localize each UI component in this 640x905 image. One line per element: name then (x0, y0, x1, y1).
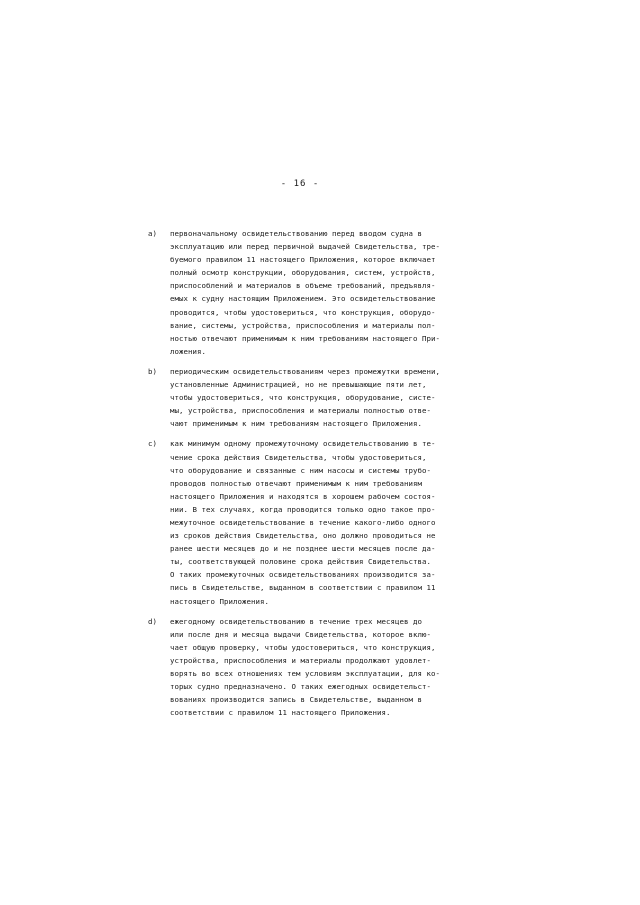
text-line: чают применимым к ним требованиям настоящего Приложения. (170, 419, 422, 429)
text-line: нии. В тех случаях, когда проводится только одно такое про- (170, 504, 436, 514)
text-line: периодическим освидетельствованиям через промежутки времени, (170, 366, 440, 376)
text-line: ранее шести месяцев до и не позднее шести месяцев после да- (170, 544, 436, 554)
text-line: буемого правилом 11 настоящего Приложения, которое включает (170, 255, 436, 265)
item-marker: b) (148, 366, 157, 376)
text-line: межуточное освидетельствование в течение какого-либо одного (170, 517, 436, 527)
text-line: ностью отвечают применимым к ним требованиям настоящего При- (170, 333, 440, 343)
text-line: из сроков действия Свидетельства, оно должно проводиться не (170, 531, 436, 541)
text-line: или после дня и месяца выдачи Свидетельства, которое вклю- (170, 629, 431, 639)
text-line: эксплуатацию или перед первичной выдачей Свидетельства, тре- (170, 242, 440, 252)
text-line: торых судно предназначено. О таких ежегодных освидетельст- (170, 682, 431, 692)
item-text (170, 437, 478, 607)
item-list (148, 227, 478, 726)
text-line: ты, соответствующей половине срока действия Свидетельства. (170, 557, 431, 567)
text-line: емых к судну настоящим Приложением. Это освидетельствование (170, 294, 436, 304)
text-line: О таких промежуточных освидетельствованиях производится за- (170, 570, 436, 580)
page-number: - 16 - (280, 179, 320, 189)
text-line: мы, устройства, приспособления и материалы полностью отве- (170, 406, 431, 416)
item-marker: d) (148, 616, 157, 626)
text-line: приспособлений и материалов в объеме требований, предъявля- (170, 281, 436, 291)
item-text (170, 227, 478, 358)
item-text (170, 365, 478, 430)
list-item-b (148, 365, 478, 430)
text-line: настоящего Приложения. (170, 596, 269, 606)
text-line: вание, системы, устройства, приспособления и материалы пол- (170, 320, 436, 330)
text-line: проводов полностью отвечают применимым к ним требованиям (170, 478, 422, 488)
text-line: вованиях производится запись в Свидетельстве, выданном в (170, 695, 422, 705)
text-line: настоящего Приложения и находятся в хорошем рабочем состоя- (170, 491, 436, 501)
item-marker: c) (148, 439, 157, 449)
text-line: что оборудование и связанные с ним насосы и системы трубо- (170, 465, 431, 475)
text-line: ежегодному освидетельствованию в течение трех месяцев до (170, 616, 422, 626)
text-line: устройства, приспособления и материалы продолжают удовлет- (170, 655, 431, 665)
list-item-d (148, 615, 478, 720)
item-marker: a) (148, 229, 157, 238)
text-line: как минимум одному промежуточному освидетельствованию в те- (170, 439, 436, 449)
list-item-c (148, 437, 478, 607)
text-line: чает общую проверку, чтобы удостовериться, что конструкция, (170, 642, 436, 652)
text-line: соответствии с правилом 11 настоящего Приложения. (170, 708, 391, 718)
text-line: ложения. (170, 346, 206, 356)
list-item-a (148, 227, 478, 358)
text-line: первоначальному освидетельствованию перед вводом судна в (170, 229, 422, 238)
text-line: полный осмотр конструкции, оборудования, систем, устройств, (170, 268, 436, 278)
item-text (170, 615, 478, 720)
text-line: пись в Свидетельстве, выданном в соответствии с правилом 11 (170, 583, 436, 593)
text-line: чение срока действия Свидетельства, чтобы удостовериться, (170, 452, 427, 462)
text-line: проводится, чтобы удостовериться, что конструкция, оборудо- (170, 307, 436, 317)
text-line: установленные Администрацией, но не превышающие пяти лет, (170, 380, 427, 390)
text-line: чтобы удостовериться, что конструкция, оборудование, систе- (170, 393, 436, 403)
text-line: ворять во всех отношениях тем условиям эксплуатации, для ко- (170, 669, 440, 678)
